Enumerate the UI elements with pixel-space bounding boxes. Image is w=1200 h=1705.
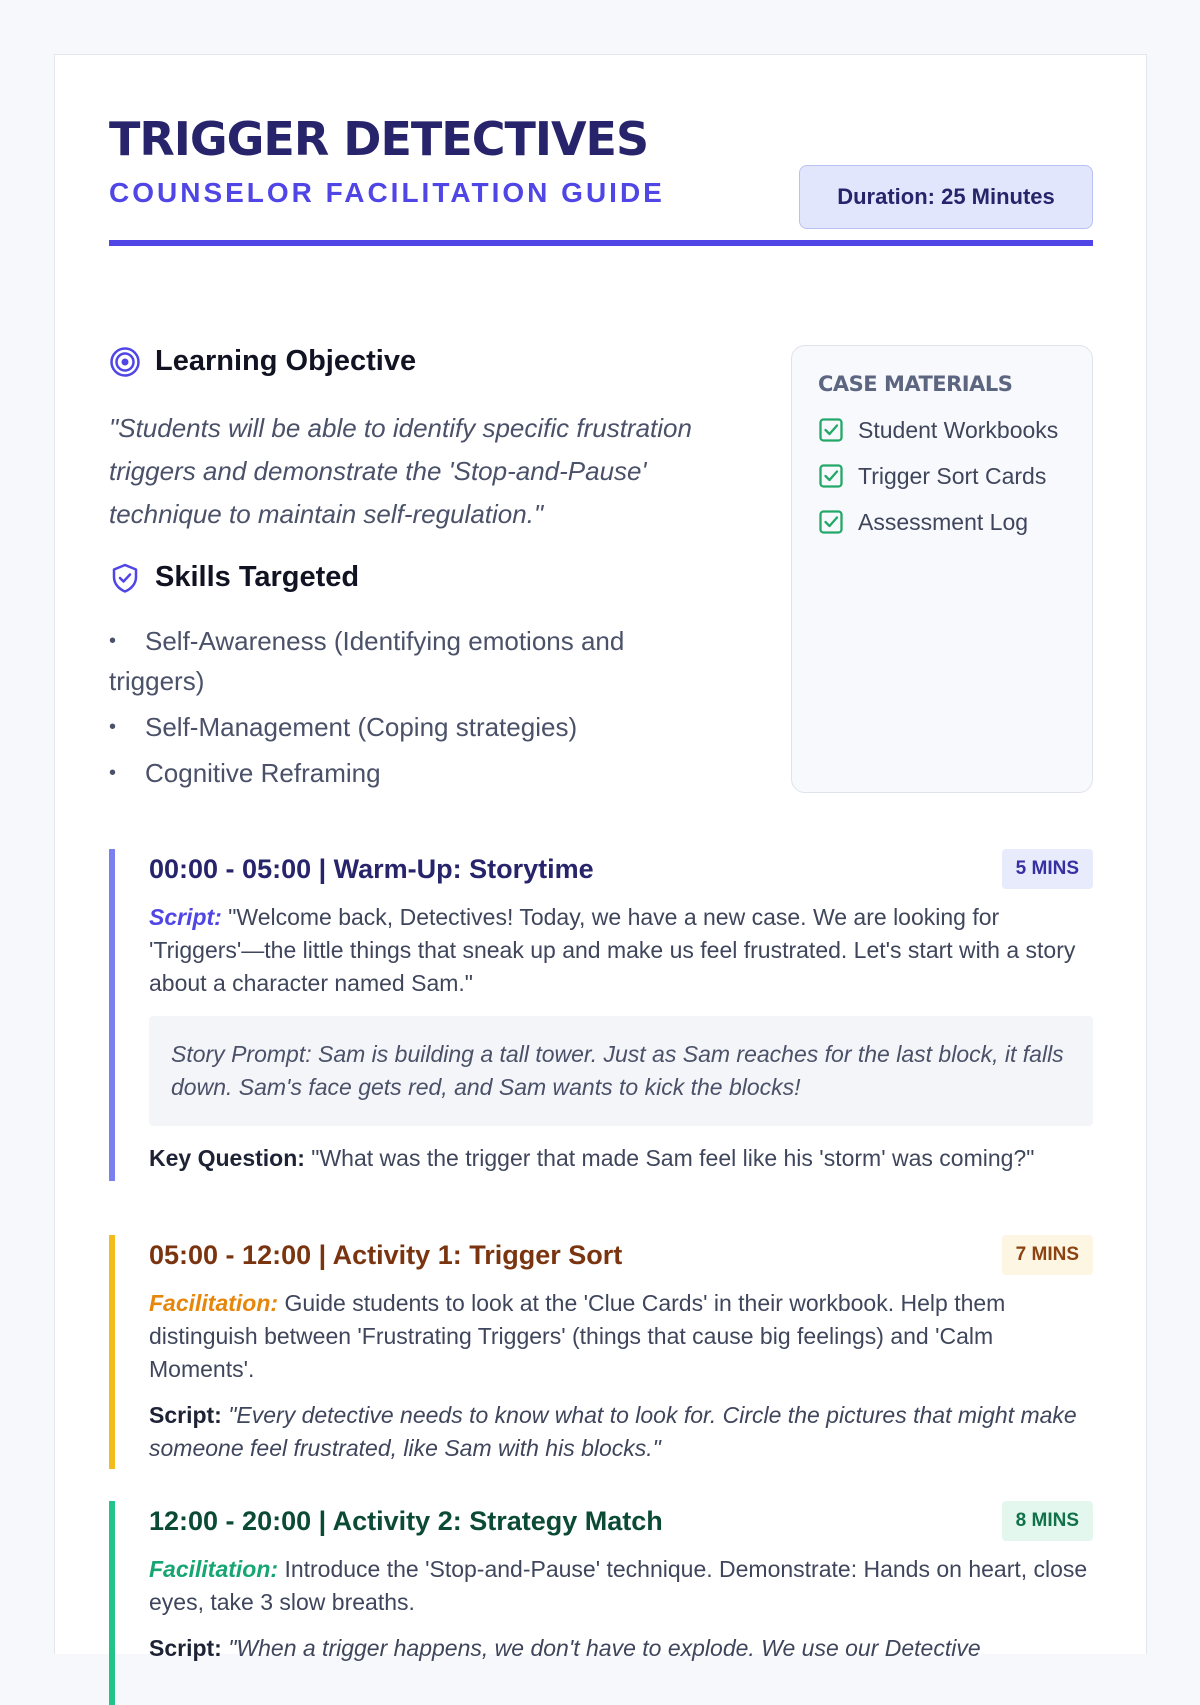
block-facilitation — [149, 1287, 1093, 1386]
timeline-block-warmup — [109, 849, 1093, 1181]
material-label: Student Workbooks — [858, 417, 1059, 443]
block-title: 00:00 - 05:00 | Warm-Up: Storytime — [149, 853, 594, 884]
list-item: • Cognitive Reframing — [109, 753, 709, 793]
script-text: "When a trigger happens, we don't have to explode. We use our Detective — [221, 1635, 981, 1661]
key-question-text: "What was the trigger that made Sam feel like his 'storm' was coming?" — [304, 1145, 1035, 1171]
list-item: • Self-Awareness (Identifying emotions and triggers) — [109, 621, 709, 701]
guide-page — [54, 54, 1147, 1661]
key-question-label: Key Question: — [149, 1145, 305, 1171]
material-label: Trigger Sort Cards — [858, 463, 1047, 489]
skills-heading — [109, 561, 359, 594]
material-item — [818, 460, 1066, 492]
timeline-block-trigger-sort — [109, 1235, 1093, 1469]
checkbox-checked-icon — [818, 417, 844, 443]
material-item — [818, 506, 1066, 538]
minutes-badge: 5 MINS — [1002, 849, 1093, 889]
block-title: 05:00 - 12:00 | Activity 1: Trigger Sort — [149, 1239, 623, 1270]
material-item — [818, 414, 1066, 446]
shield-check-icon — [109, 562, 141, 594]
page-title: TRIGGER DETECTIVES — [109, 112, 649, 166]
objective-heading-label: Learning Objective — [155, 345, 417, 377]
facilitation-label: Facilitation: — [149, 1556, 279, 1582]
target-icon — [109, 346, 141, 378]
facilitation-text: Guide students to look at the 'Clue Cards' in their workbook. Help them distinguish between 'Frustrating Triggers' (things that cause big feelings) and 'Calm Moments'. — [149, 1290, 1006, 1382]
skills-heading-label: Skills Targeted — [155, 561, 360, 593]
page-header — [109, 111, 1093, 246]
checkbox-checked-icon — [818, 463, 844, 489]
material-label: Assessment Log — [858, 509, 1029, 535]
block-header — [149, 1501, 1093, 1541]
script-label: Script: — [149, 1635, 222, 1661]
block-script — [149, 901, 1093, 1000]
list-item: • Self-Management (Coping strategies) — [109, 707, 709, 747]
block-script — [149, 1399, 1093, 1465]
script-text: "Welcome back, Detectives! Today, we have a new case. We are looking for 'Triggers'—the little things that sneak up and make us feel frustrated. Let's start with a story about a character named Sam." — [149, 904, 1076, 996]
minutes-badge: 7 MINS — [1002, 1235, 1093, 1275]
case-materials-heading: CASE MATERIALS — [818, 372, 1013, 396]
objective-text: "Students will be able to identify specific frustration triggers and demonstrate the 'Stop-and-Pause' technique to maintain self-regulation." — [109, 413, 692, 529]
facilitation-label: Facilitation: — [149, 1290, 279, 1316]
facilitation-text: Introduce the 'Stop-and-Pause' technique. Demonstrate: Hands on heart, close eyes, take 3 slow breaths. — [149, 1556, 1088, 1615]
block-header — [149, 849, 1093, 889]
block-script — [149, 1632, 1093, 1665]
script-label: Script: — [149, 1402, 222, 1428]
timeline-block-strategy-match — [109, 1501, 1093, 1705]
block-title: 12:00 - 20:00 | Activity 2: Strategy Match — [149, 1505, 663, 1536]
script-text: "Every detective needs to know what to look for. Circle the pictures that might make someone feel frustrated, like Sam with his blocks." — [149, 1402, 1077, 1461]
story-prompt: Story Prompt: Sam is building a tall tower. Just as Sam reaches for the last block, it falls down. Sam's face gets red, and Sam wants to kick the blocks! — [149, 1016, 1093, 1126]
block-facilitation — [149, 1553, 1093, 1619]
skills-list — [109, 621, 709, 799]
block-header — [149, 1235, 1093, 1275]
duration-badge: Duration: 25 Minutes — [799, 165, 1093, 229]
case-materials-card — [791, 345, 1093, 793]
key-question — [149, 1142, 1093, 1175]
checkbox-checked-icon — [818, 509, 844, 535]
script-label: Script: — [149, 904, 222, 930]
minutes-badge: 8 MINS — [1002, 1501, 1093, 1541]
objective-heading — [109, 345, 416, 378]
page-subtitle: COUNSELOR FACILITATION GUIDE — [109, 177, 665, 208]
